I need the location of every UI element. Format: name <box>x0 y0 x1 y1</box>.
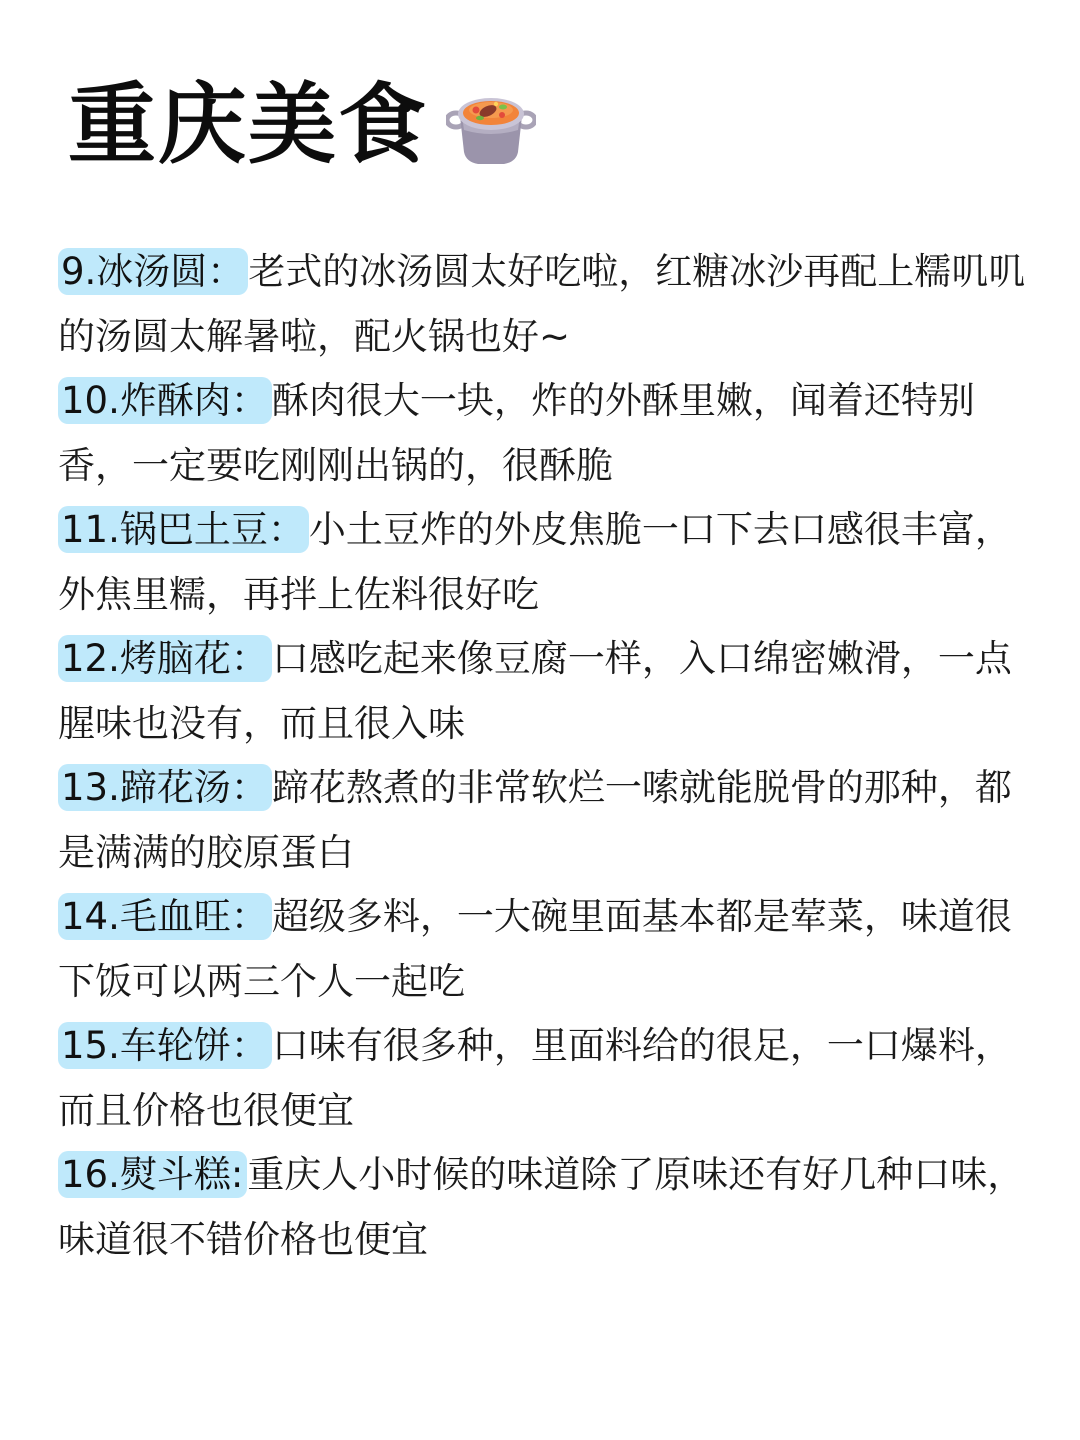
hot-pot-icon <box>446 80 536 170</box>
item-label: 13.蹄花汤： <box>58 764 272 811</box>
page-title: 重庆美食 <box>68 73 429 176</box>
item-description: 超级多料，一大碗里面基本都是荤菜，味道很下饭可以两三个人一起吃 <box>58 895 1012 1003</box>
list-item <box>58 498 1048 627</box>
list-item <box>58 1143 1048 1272</box>
item-label: 14.毛血旺： <box>58 893 272 940</box>
list-item <box>58 756 1048 885</box>
item-description: 重庆人小时候的味道除了原味还有好几种口味，味道很不错价格也便宜 <box>58 1153 1025 1261</box>
item-label: 15.车轮饼： <box>58 1022 272 1069</box>
item-description: 口感吃起来像豆腐一样，入口绵密嫩滑，一点腥味也没有，而且很入味 <box>58 637 1012 745</box>
item-description: 口味有很多种，里面料给的很足，一口爆料，而且价格也很便宜 <box>58 1024 1012 1132</box>
list-item <box>58 1014 1048 1143</box>
item-label: 10.炸酥肉： <box>58 377 272 424</box>
list-item <box>58 369 1048 498</box>
item-label: 9.冰汤圆： <box>58 248 248 295</box>
item-label: 12.烤脑花： <box>58 635 272 682</box>
list-item <box>58 240 1048 369</box>
list-item <box>58 885 1048 1014</box>
item-label: 11.锅巴土豆： <box>58 506 309 553</box>
item-description: 小土豆炸的外皮焦脆一口下去口感很丰富，外焦里糯，再拌上佐料很好吃 <box>58 508 1012 616</box>
item-label: 16.熨斗糕: <box>58 1151 247 1198</box>
item-description: 老式的冰汤圆太好吃啦，红糖冰沙再配上糯叽叽的汤圆太解暑啦，配火锅也好~ <box>58 250 1026 358</box>
header <box>68 70 536 180</box>
list-item <box>58 627 1048 756</box>
item-description: 酥肉很大一块，炸的外酥里嫩，闻着还特别香，一定要吃刚刚出锅的，很酥脆 <box>58 379 975 487</box>
food-list <box>58 240 1048 1272</box>
item-description: 蹄花熬煮的非常软烂一嗦就能脱骨的那种，都是满满的胶原蛋白 <box>58 766 1012 874</box>
